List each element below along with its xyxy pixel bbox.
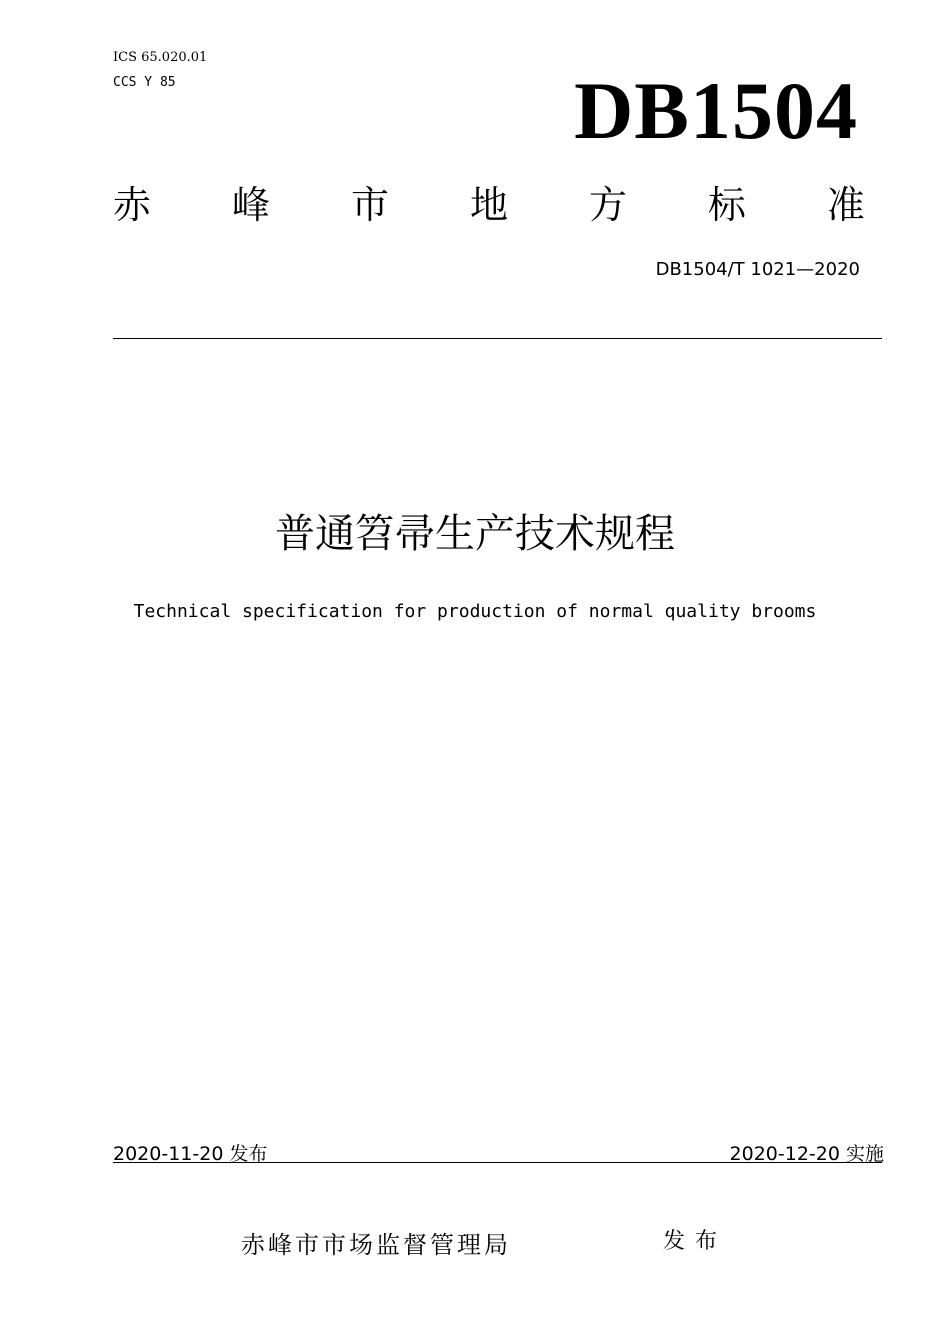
publish-label: 发布 [663,1229,728,1254]
top-divider [113,338,882,339]
implementation-date: 2020-12-20 实施 [729,1143,884,1165]
document-title-chinese: 普通笤帚生产技术规程 [275,511,675,557]
publisher-name: 赤峰市市场监督管理局 [241,1231,511,1259]
bottom-divider [113,1162,882,1163]
standard-type-char: 市 [350,183,389,227]
standard-type-char: 峰 [231,183,270,227]
issue-date: 2020-11-20 发布 [113,1143,268,1165]
standard-type-char: 标 [707,183,746,227]
standard-number: DB1504/T 1021—2020 [655,259,860,280]
document-title-english: Technical specification for production of normal quality brooms [133,601,817,622]
standard-type-char: 赤 [113,183,152,227]
standard-type-char: 准 [826,183,865,227]
standard-type-char: 方 [588,183,627,227]
ccs-code: CCS Y 85 [113,75,176,90]
standard-code-logo: DB1504 [574,65,858,156]
ics-code: ICS 65.020.01 [113,50,208,65]
standard-type-char: 地 [469,183,508,227]
standard-type-heading [113,183,865,227]
